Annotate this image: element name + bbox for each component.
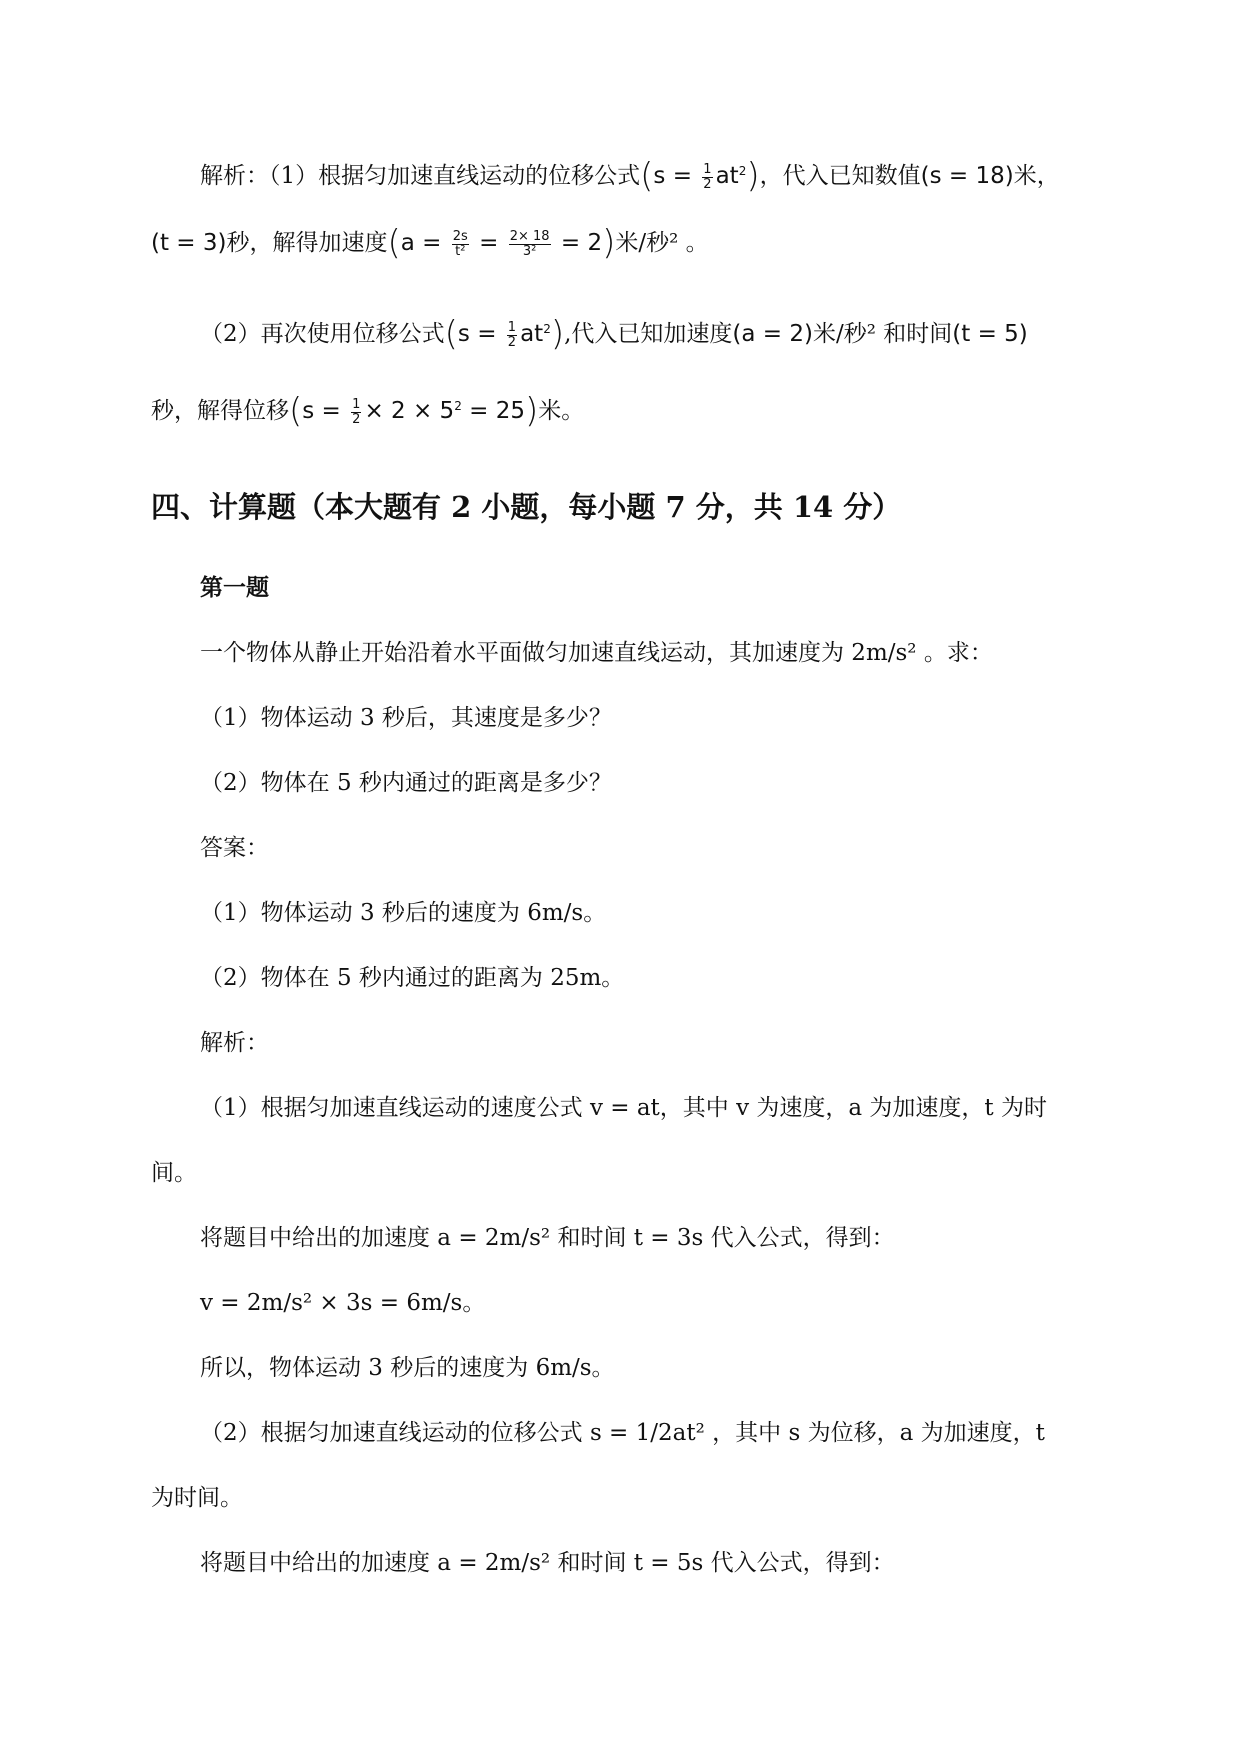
solution-paragraph-1-cont	[151, 223, 709, 263]
fraction: $\frac{1}{2}$	[703, 161, 712, 192]
formula-text: s =	[457, 321, 504, 347]
solution-text: ,代入已知加速度	[564, 321, 733, 347]
solution-paragraph-2-cont: 秒，解得位移(s = $\frac{1}{2}$ × $2 \times 5^2 = 25$)米。	[151, 391, 585, 431]
fraction: $\frac{1}{2}$	[507, 319, 517, 350]
formula-text: s =	[302, 398, 349, 424]
question-title: 第一题	[200, 574, 269, 601]
solution-text: 米/秒² 。	[615, 230, 709, 256]
solution-text: （2）再次使用位移公式	[200, 321, 445, 347]
section-heading: 四、计算题（本大题有 2 小题，每小题 7 分，共 14 分）	[151, 490, 902, 524]
formula-text: at	[520, 321, 544, 347]
analysis-line: 所以，物体运动 3 秒后的速度为 6m/s。	[200, 1355, 615, 1381]
solution-text: 米，	[1013, 163, 1060, 189]
close-paren: )	[525, 391, 539, 431]
close-paren: )	[550, 314, 565, 354]
solution-text: 解析：（1）根据匀加速直线运动的位移公式	[200, 163, 641, 189]
formula-text: at	[715, 163, 739, 189]
formula-text: = 2	[553, 230, 603, 256]
open-paren: (	[289, 391, 303, 431]
fraction: $\frac{2s}{\text{t²}}$	[452, 228, 468, 259]
solution-text: 米/秒² 和时间	[813, 321, 953, 347]
analysis-line: （1）根据匀加速直线运动的速度公式 v = at，其中 v 为速度，a 为加速度，t 为时	[200, 1095, 1047, 1121]
analysis-line: 将题目中给出的加速度 a = 2m/s² 和时间 t = 3s 代入公式，得到：	[200, 1225, 895, 1251]
solution-text: 秒，解得位移	[151, 398, 289, 424]
analysis-line: （2）根据匀加速直线运动的位移公式 s = 1/2at² ，其中 s 为位移，a 为加速度，t	[200, 1420, 1045, 1446]
value-text: (t = 5)	[952, 321, 1028, 347]
fraction: $\frac{1}{2}$	[352, 396, 361, 427]
open-paren: (	[444, 314, 458, 354]
solution-text: 米。	[538, 398, 585, 424]
question-part-2: （2）物体在 5 秒内通过的距离是多少？	[200, 770, 612, 796]
solution-text: 秒，解得加速度	[226, 230, 388, 256]
formula-text: s =	[653, 163, 700, 189]
analysis-line: v = 2m/s² × 3s = 6m/s。	[200, 1290, 486, 1316]
formula-text: a =	[400, 230, 449, 256]
analysis-label: 解析：	[200, 1030, 269, 1056]
value-text: (a = 2)	[732, 321, 813, 347]
close-paren: )	[602, 223, 616, 263]
answer-part-2: （2）物体在 5 秒内通过的距离为 25m。	[200, 965, 625, 991]
formula-text: × 2 × 5	[364, 398, 455, 424]
analysis-line: 为时间。	[151, 1485, 243, 1511]
question-text: 一个物体从静止开始沿着水平面做匀加速直线运动，其加速度为 2m/s² 。求：	[200, 640, 993, 666]
open-paren: (	[387, 223, 401, 263]
close-paren: )	[746, 156, 760, 196]
answer-part-1: （1）物体运动 3 秒后的速度为 6m/s。	[200, 900, 607, 926]
value-text: (t = 3)	[151, 230, 227, 256]
value-text: (s = 18)	[920, 163, 1014, 189]
solution-text: ，代入已知数值	[759, 163, 921, 189]
formula-text: =	[471, 230, 506, 256]
analysis-line: 将题目中给出的加速度 a = 2m/s² 和时间 t = 5s 代入公式，得到：	[200, 1550, 895, 1576]
open-paren: (	[640, 156, 654, 196]
answer-label: 答案：	[200, 835, 269, 861]
fraction: $\frac{2\times 18}{\text{3²}}$	[509, 228, 550, 259]
solution-paragraph-1: 解析：（1）根据匀加速直线运动的位移公式(s = $\frac{1}{2}$ $at^2$)，代入已知数值(s = 18)米，	[200, 156, 1060, 196]
solution-paragraph-2: （2）再次使用位移公式(s = $\frac{1}{2}$ $at^2$),代入已知加速度(a = 2)米/秒² 和时间(t = 5)	[200, 314, 1028, 354]
analysis-line: 间。	[151, 1160, 197, 1186]
question-part-1: （1）物体运动 3 秒后，其速度是多少？	[200, 705, 612, 731]
formula-text: = 25	[461, 398, 525, 424]
